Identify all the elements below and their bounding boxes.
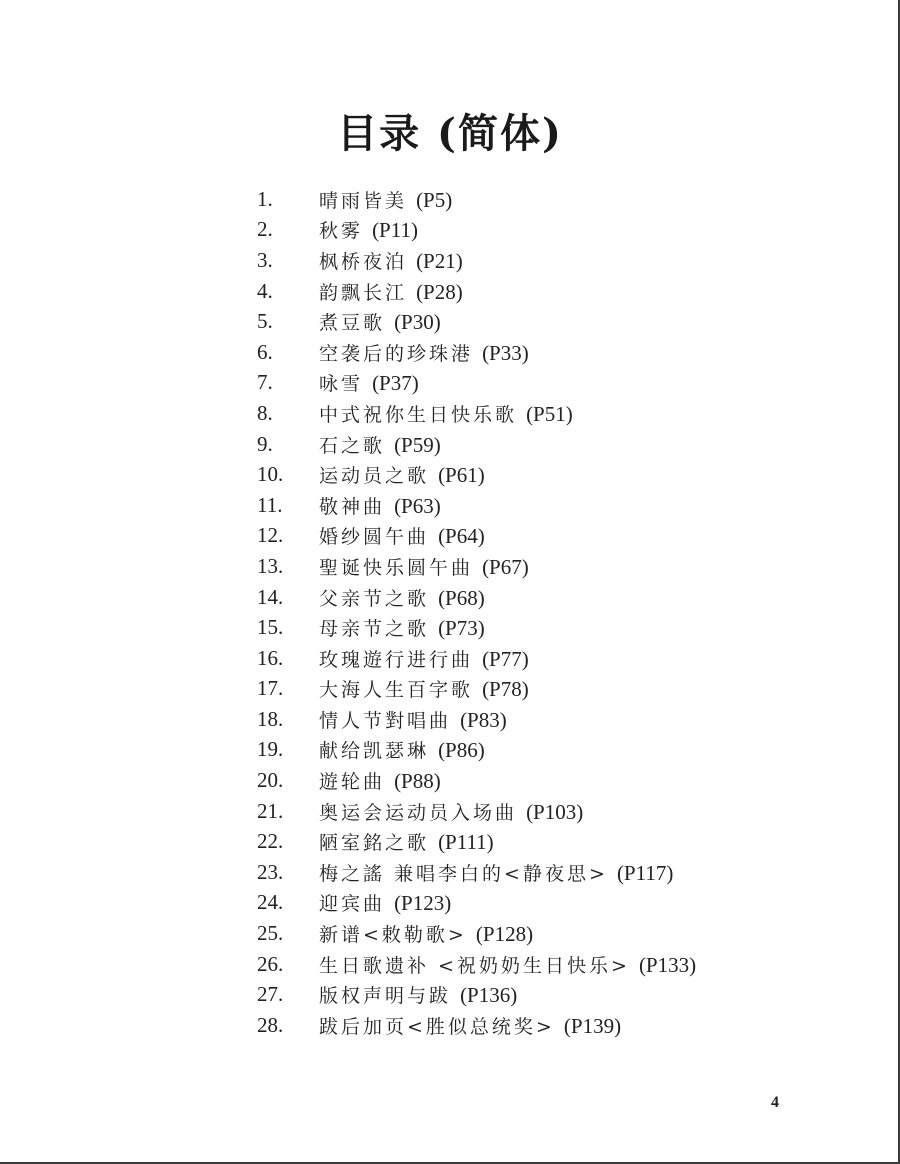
toc-entry-title bbox=[319, 216, 418, 243]
toc-entry-title bbox=[319, 278, 463, 305]
toc-entry-page-ref: (P139) bbox=[563, 1013, 622, 1038]
toc-entry-title bbox=[319, 706, 507, 733]
toc-entry-number: 24. bbox=[257, 890, 284, 915]
toc-entry-number: 7. bbox=[257, 370, 273, 395]
toc-entry bbox=[257, 704, 696, 735]
toc-entry-number: 6. bbox=[257, 339, 273, 364]
page-title: 目录 (简体) bbox=[337, 110, 563, 157]
toc-entry-title bbox=[319, 645, 529, 672]
toc-entry-page-ref: (P59) bbox=[394, 432, 441, 457]
toc-entry-number: 21. bbox=[257, 798, 284, 823]
toc-entry-text: 婚纱圆午曲 bbox=[319, 526, 430, 549]
toc-entry-number: 5. bbox=[257, 309, 273, 334]
toc-entry-page-ref: (P63) bbox=[394, 493, 441, 518]
toc-entry-title bbox=[319, 461, 485, 488]
toc-entry-number: 25. bbox=[257, 921, 284, 946]
toc-entry-page-ref: (P128) bbox=[475, 922, 534, 947]
toc-entry-text: 跋后加页<胜似总统奖> bbox=[319, 1015, 555, 1038]
toc-entry-page-ref: (P103) bbox=[526, 799, 584, 824]
toc-entry-number: 4. bbox=[257, 278, 273, 303]
toc-entry bbox=[257, 337, 696, 368]
toc-entry-title bbox=[319, 553, 529, 580]
toc-entry-page-ref: (P111) bbox=[438, 830, 494, 855]
toc-entry-text: 生日歌遗补 <祝奶奶生日快乐> bbox=[319, 954, 630, 977]
toc-entry-page-ref: (P123) bbox=[394, 891, 452, 916]
toc-entry bbox=[257, 674, 696, 705]
toc-entry-page-ref: (P117) bbox=[616, 860, 674, 885]
toc-entry-title bbox=[319, 522, 485, 549]
toc-entry-text: 煮豆歌 bbox=[319, 312, 386, 335]
toc-entry-page-ref: (P88) bbox=[394, 769, 441, 794]
toc-entry-text: 敬神曲 bbox=[319, 495, 386, 518]
toc-entry-page-ref: (P61) bbox=[438, 463, 485, 488]
toc-entry-number: 20. bbox=[257, 768, 284, 793]
toc-entry-text: 版权声明与跋 bbox=[319, 985, 452, 1008]
toc-entry bbox=[257, 979, 696, 1010]
toc-entry-text: 咏雪 bbox=[319, 373, 364, 396]
toc-entry-number: 8. bbox=[257, 400, 273, 425]
toc-entry bbox=[257, 1010, 696, 1041]
toc-entry bbox=[257, 245, 696, 276]
toc-entry-text: 新谱<敕勒歌> bbox=[319, 924, 467, 947]
toc-entry-text: 父亲节之歌 bbox=[319, 587, 430, 610]
toc-entry-text: 聖诞快乐圆午曲 bbox=[319, 556, 474, 579]
toc-entry bbox=[257, 368, 696, 399]
toc-entry-number: 1. bbox=[257, 186, 273, 211]
toc-entry-number: 15. bbox=[257, 615, 284, 640]
toc-entry-title bbox=[319, 828, 494, 855]
toc-entry bbox=[257, 459, 696, 490]
table-of-contents bbox=[257, 184, 696, 1041]
toc-entry bbox=[257, 949, 696, 980]
toc-entry-text: 梅之謠 兼唱李白的<静夜思> bbox=[319, 862, 608, 885]
toc-entry-page-ref: (P78) bbox=[482, 677, 529, 702]
toc-entry-title bbox=[319, 186, 452, 213]
toc-entry-page-ref: (P37) bbox=[372, 371, 419, 396]
toc-entry bbox=[257, 612, 696, 643]
toc-entry-text: 大海人生百字歌 bbox=[319, 679, 474, 702]
toc-entry-text: 中式祝你生日快乐歌 bbox=[319, 403, 518, 426]
toc-entry-page-ref: (P68) bbox=[438, 585, 485, 610]
toc-entry-number: 14. bbox=[257, 584, 284, 609]
toc-entry bbox=[257, 765, 696, 796]
toc-entry-title bbox=[319, 247, 463, 274]
toc-entry bbox=[257, 306, 696, 337]
toc-entry-title bbox=[319, 369, 419, 396]
toc-entry-text: 母亲节之歌 bbox=[319, 618, 430, 641]
toc-entry-text: 运动员之歌 bbox=[319, 465, 430, 488]
toc-entry-title bbox=[319, 736, 485, 763]
toc-entry bbox=[257, 184, 696, 215]
toc-entry bbox=[257, 551, 696, 582]
toc-entry-page-ref: (P33) bbox=[482, 340, 529, 365]
toc-entry-title bbox=[319, 584, 485, 611]
toc-entry-number: 10. bbox=[257, 462, 284, 487]
toc-entry-number: 26. bbox=[257, 951, 284, 976]
toc-entry-title bbox=[319, 339, 529, 366]
toc-entry-text: 奥运会运动员入场曲 bbox=[319, 801, 518, 824]
toc-entry-title bbox=[319, 308, 441, 335]
toc-entry bbox=[257, 826, 696, 857]
toc-entry-number: 13. bbox=[257, 553, 284, 578]
toc-entry-page-ref: (P136) bbox=[460, 983, 518, 1008]
toc-entry-page-ref: (P21) bbox=[416, 248, 463, 273]
toc-entry-page-ref: (P77) bbox=[482, 646, 529, 671]
toc-entry-number: 27. bbox=[257, 982, 284, 1007]
toc-entry-title bbox=[319, 675, 529, 702]
toc-entry-title bbox=[319, 431, 441, 458]
toc-entry-number: 12. bbox=[257, 523, 284, 548]
toc-entry-title bbox=[319, 981, 517, 1008]
toc-entry-page-ref: (P83) bbox=[460, 707, 507, 732]
toc-entry-text: 空袭后的珍珠港 bbox=[319, 342, 474, 365]
toc-entry-number: 11. bbox=[257, 492, 283, 517]
toc-entry-page-ref: (P86) bbox=[438, 738, 485, 763]
toc-entry bbox=[257, 582, 696, 613]
toc-entry-page-ref: (P73) bbox=[438, 616, 485, 641]
toc-entry-number: 23. bbox=[257, 859, 284, 884]
toc-entry-title bbox=[319, 889, 451, 916]
toc-entry bbox=[257, 643, 696, 674]
toc-entry-text: 献给凯瑟琳 bbox=[319, 740, 430, 763]
toc-entry-number: 2. bbox=[257, 217, 273, 242]
toc-entry-title bbox=[319, 1012, 621, 1039]
toc-entry-page-ref: (P30) bbox=[394, 310, 441, 335]
toc-entry bbox=[257, 918, 696, 949]
toc-entry-title bbox=[319, 767, 441, 794]
toc-entry-number: 16. bbox=[257, 645, 284, 670]
toc-entry-text: 情人节對唱曲 bbox=[319, 709, 452, 732]
toc-entry-number: 22. bbox=[257, 829, 284, 854]
toc-entry-title bbox=[319, 920, 533, 947]
toc-entry-title bbox=[319, 798, 583, 825]
toc-entry-number: 3. bbox=[257, 247, 273, 272]
toc-entry-page-ref: (P5) bbox=[416, 187, 453, 212]
toc-entry-number: 28. bbox=[257, 1012, 284, 1037]
toc-entry-text: 遊轮曲 bbox=[319, 771, 386, 794]
toc-entry-title bbox=[319, 400, 573, 427]
toc-entry bbox=[257, 215, 696, 246]
toc-entry-number: 18. bbox=[257, 706, 284, 731]
toc-entry-text: 韵飘长江 bbox=[319, 281, 408, 304]
toc-entry bbox=[257, 735, 696, 766]
toc-entry-title bbox=[319, 859, 673, 886]
toc-entry-number: 19. bbox=[257, 737, 284, 762]
toc-entry-text: 迎宾曲 bbox=[319, 893, 386, 916]
toc-entry bbox=[257, 276, 696, 307]
toc-entry-page-ref: (P51) bbox=[526, 401, 573, 426]
toc-entry-page-ref: (P133) bbox=[638, 952, 697, 977]
toc-entry-page-ref: (P11) bbox=[372, 218, 418, 243]
toc-entry-title bbox=[319, 492, 441, 519]
toc-entry bbox=[257, 521, 696, 552]
toc-entry-text: 秋雾 bbox=[319, 220, 364, 243]
toc-entry bbox=[257, 490, 696, 521]
toc-entry-title bbox=[319, 614, 485, 641]
toc-entry-number: 17. bbox=[257, 676, 284, 701]
toc-entry-text: 玫瑰遊行进行曲 bbox=[319, 648, 474, 671]
toc-entry-text: 石之歌 bbox=[319, 434, 386, 457]
toc-entry-number: 9. bbox=[257, 431, 273, 456]
toc-entry bbox=[257, 398, 696, 429]
toc-entry bbox=[257, 857, 696, 888]
toc-entry bbox=[257, 796, 696, 827]
toc-entry-text: 陋室銘之歌 bbox=[319, 832, 430, 855]
toc-entry bbox=[257, 888, 696, 919]
toc-entry-page-ref: (P28) bbox=[416, 279, 463, 304]
toc-entry-text: 晴雨皆美 bbox=[319, 189, 408, 212]
toc-entry-page-ref: (P67) bbox=[482, 554, 529, 579]
toc-entry bbox=[257, 429, 696, 460]
toc-entry-title bbox=[319, 951, 696, 978]
toc-entry-page-ref: (P64) bbox=[438, 524, 485, 549]
page-number: 4 bbox=[771, 1094, 779, 1111]
toc-entry-text: 枫桥夜泊 bbox=[319, 250, 408, 273]
